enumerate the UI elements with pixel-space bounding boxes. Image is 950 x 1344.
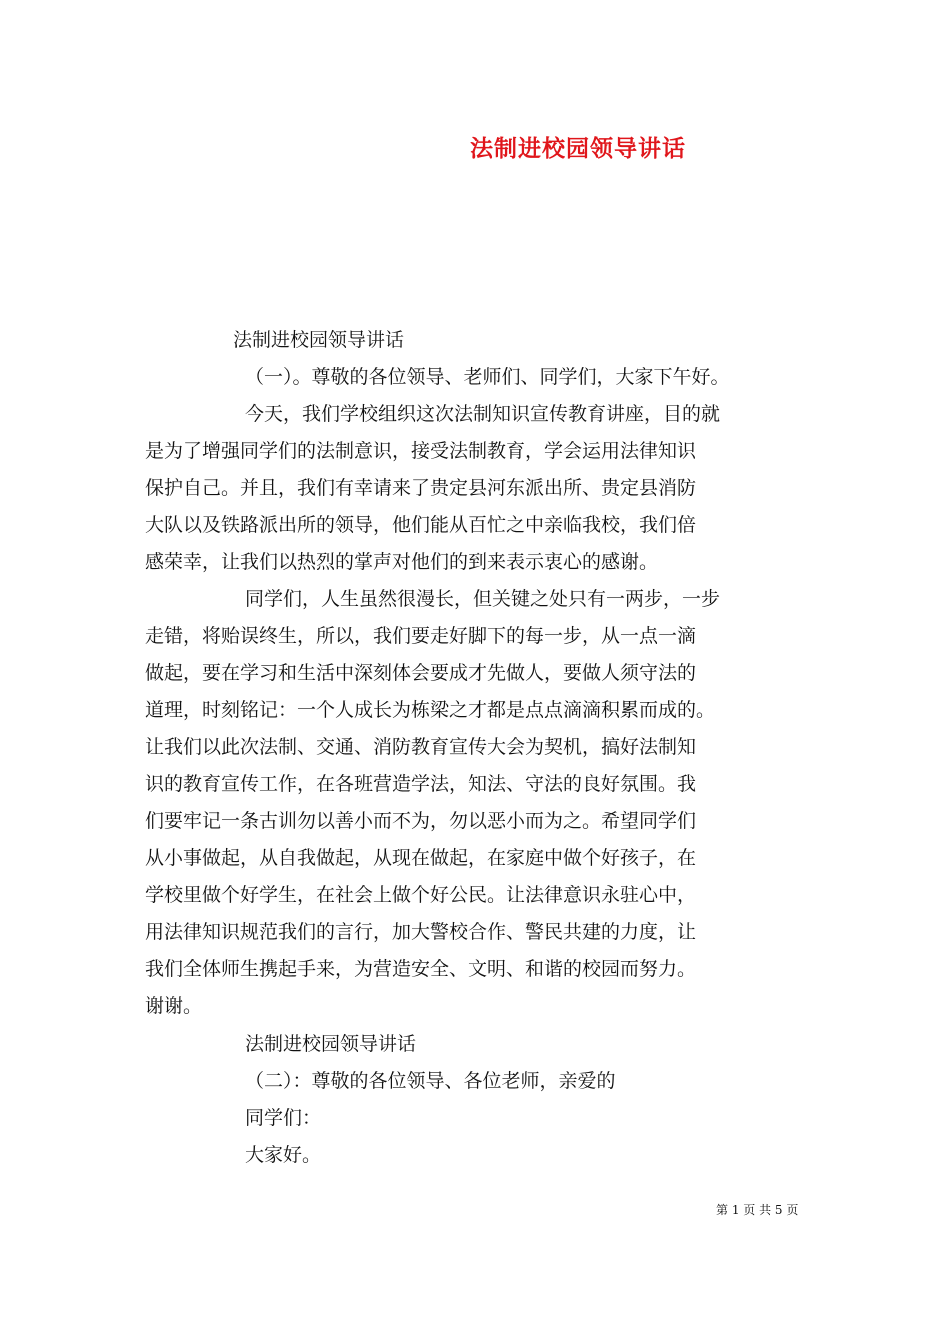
paragraph-line: 走错，将贻误终生，所以，我们要走好脚下的每一步，从一点一滴 [145,625,697,647]
paragraph-line: 同学们，人生虽然很漫长，但关键之处只有一两步，一步 [245,588,721,610]
paragraph-line: 们要牢记一条古训勿以善小而不为，勿以恶小而为之。希望同学们 [145,810,697,832]
paragraph-line: 谢谢。 [145,995,203,1017]
document-title: 法制进校园领导讲话 [470,135,686,162]
paragraph-line: 道理，时刻铭记：一个人成长为栋梁之才都是点点滴滴积累而成的。 [145,699,716,721]
paragraph-line: 学校里做个好学生，在社会上做个好公民。让法律意识永驻心中， [145,884,697,906]
paragraph-line: 是为了增强同学们的法制意识，接受法制教育，学会运用法律知识 [145,440,697,462]
page-number: 第 1 页 共 5 页 [716,1203,799,1217]
paragraph-line: 保护自己。并且，我们有幸请来了贵定县河东派出所、贵定县消防 [145,477,697,499]
paragraph-line: 感荣幸，让我们以热烈的掌声对他们的到来表示衷心的感谢。 [145,551,659,573]
paragraph-line: 识的教育宣传工作，在各班营造学法，知法、守法的良好氛围。我 [145,773,697,795]
section-heading-2: 法制进校园领导讲话 [245,1033,417,1055]
paragraph-line: 我们全体师生携起手来，为营造安全、文明、和谐的校园而努力。 [145,958,697,980]
greeting-line-4: 大家好。 [245,1144,322,1166]
paragraph-line: 今天，我们学校组织这次法制知识宣传教育讲座，目的就 [245,403,721,425]
section-heading-1: 法制进校园领导讲话 [233,329,405,351]
greeting-line-2: （二）：尊敬的各位领导、各位老师，亲爱的 [245,1070,616,1092]
greeting-line-1: （一）。尊敬的各位领导、老师们、同学们，大家下午好。 [245,366,730,388]
greeting-line-3: 同学们： [245,1107,322,1129]
paragraph-line: 大队以及铁路派出所的领导，他们能从百忙之中亲临我校，我们倍 [145,514,697,536]
paragraph-line: 让我们以此次法制、交通、消防教育宣传大会为契机，搞好法制知 [145,736,697,758]
paragraph-line: 从小事做起，从自我做起，从现在做起，在家庭中做个好孩子，在 [145,847,697,869]
paragraph-line: 做起，要在学习和生活中深刻体会要成才先做人，要做人须守法的 [145,662,697,684]
paragraph-line: 用法律知识规范我们的言行，加大警校合作、警民共建的力度，让 [145,921,697,943]
